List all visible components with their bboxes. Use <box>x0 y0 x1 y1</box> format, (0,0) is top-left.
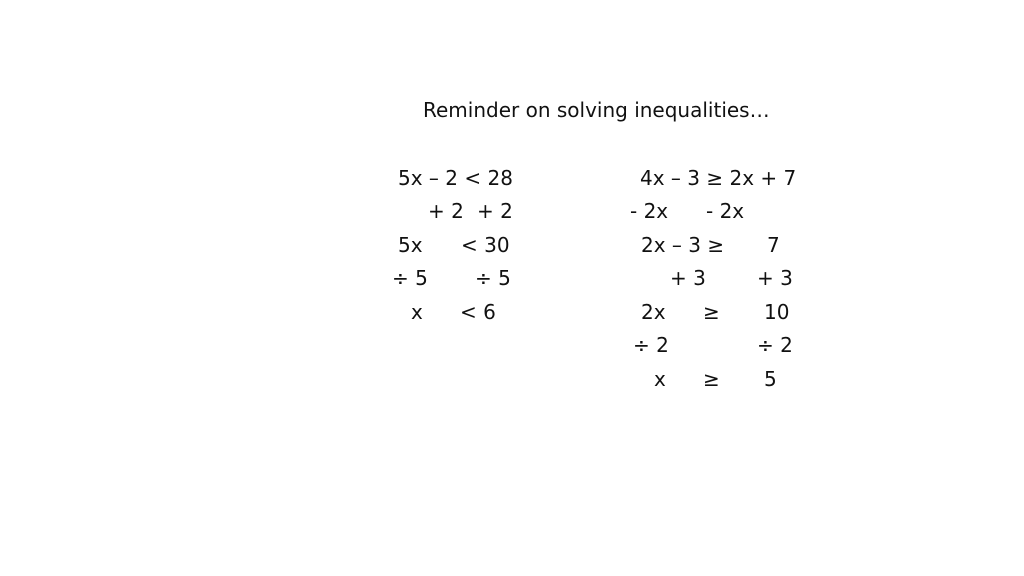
right-row1-inequality: 4x – 3 ≥ 2x + 7 <box>640 166 797 190</box>
left-row5-rhs: < 6 <box>460 300 496 324</box>
right-row2-left-op: - 2x <box>630 199 669 223</box>
left-row4-left-op: ÷ 5 <box>392 266 428 290</box>
right-row4-right-op: + 3 <box>757 266 793 290</box>
left-row3-rhs: < 30 <box>461 233 510 257</box>
left-row1-inequality: 5x – 2 < 28 <box>398 166 513 190</box>
left-row5-lhs: x <box>411 300 423 324</box>
right-row7-sign: ≥ <box>703 367 720 391</box>
left-row2-right-op: + 2 <box>477 199 513 223</box>
right-row3-rhs: 7 <box>767 233 780 257</box>
right-row3-lhs: 2x – 3 ≥ <box>641 233 725 257</box>
right-row2-right-op: - 2x <box>706 199 745 223</box>
right-row5-sign: ≥ <box>703 300 720 324</box>
left-row4-right-op: ÷ 5 <box>475 266 511 290</box>
left-row2-left-op: + 2 <box>428 199 464 223</box>
right-row7-lhs: x <box>654 367 666 391</box>
right-row7-rhs: 5 <box>764 367 777 391</box>
right-row6-right-op: ÷ 2 <box>757 333 793 357</box>
right-row5-lhs: 2x <box>641 300 666 324</box>
right-row5-rhs: 10 <box>764 300 790 324</box>
left-row3-lhs: 5x <box>398 233 423 257</box>
right-row6-left-op: ÷ 2 <box>633 333 669 357</box>
right-row4-left-op: + 3 <box>670 266 706 290</box>
slide-title: Reminder on solving inequalities… <box>423 98 770 122</box>
